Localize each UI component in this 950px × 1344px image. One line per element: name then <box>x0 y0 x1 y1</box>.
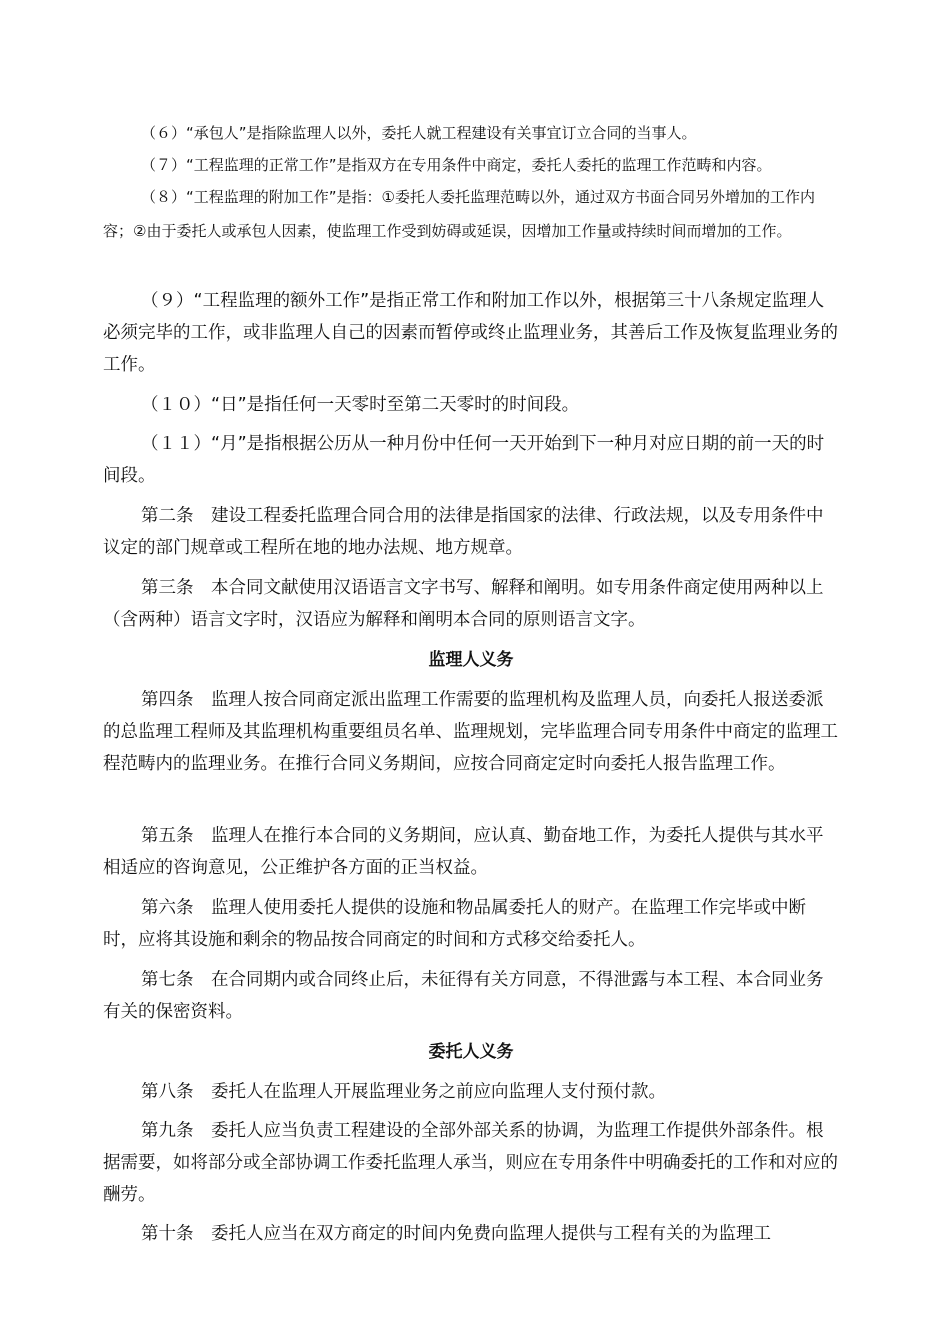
section-heading-client-obligations: 委托人义务 <box>428 1042 514 1062</box>
section-heading-supervisor-obligations: 监理人义务 <box>428 650 514 670</box>
article-7: 第七条 在合同期内或合同终止后，未征得有关方同意，不得泄露与本工程、本合同业务有关的保密资料。 <box>103 970 824 1022</box>
paragraph-item-7: （７）“工程监理的正常工作”是指双方在专用条件中商定，委托人委托的监理工作范畴和内容。 <box>141 156 772 174</box>
paragraph-item-9: （９）“工程监理的额外工作”是指正常工作和附加工作以外，根据第三十八条规定监理人必须完毕的工作，或非监理人自己的因素而暂停或终止监理业务，其善后工作及恢复监理业务的工作。 <box>103 291 838 375</box>
paragraph-item-8: （８）“工程监理的附加工作”是指：①委托人委托监理范畴以外，通过双方书面合同另外增加的工作内容；②由于委托人或承包人因素，使监理工作受到妨碍或延误，因增加工作量或持续时间而增加的工作。 <box>103 188 815 240</box>
article-6: 第六条 监理人使用委托人提供的设施和物品属委托人的财产。在监理工作完毕或中断时，应将其设施和剩余的物品按合同商定的时间和方式移交给委托人。 <box>103 898 806 950</box>
article-4: 第四条 监理人按合同商定派出监理工作需要的监理机构及监理人员，向委托人报送委派的总监理工程师及其监理机构重要组员名单、监理规划，完毕监理合同专用条件中商定的监理工程范畴内的监理业务。在推行合同义务期间，应按合同商定定时向委托人报告监理工作。 <box>103 690 838 774</box>
article-3: 第三条 本合同文献使用汉语语言文字书写、解释和阐明。如专用条件商定使用两种以上（含两种）语言文字时，汉语应为解释和阐明本合同的原则语言文字。 <box>103 578 824 630</box>
article-9: 第九条 委托人应当负责工程建设的全部外部关系的协调，为监理工作提供外部条件。根据需要，如将部分或全部协调工作委托监理人承当，则应在专用条件中明确委托的工作和对应的酬劳。 <box>103 1121 838 1205</box>
paragraph-item-10: （１０）“日”是指任何一天零时至第二天零时的时间段。 <box>141 395 580 415</box>
paragraph-item-11: （１１）“月”是指根据公历从一种月份中任何一天开始到下一种月对应日期的前一天的时间段。 <box>103 434 825 486</box>
article-2: 第二条 建设工程委托监理合同合用的法律是指国家的法律、行政法规，以及专用条件中议定的部门规章或工程所在地的地办法规、地方规章。 <box>103 506 824 558</box>
article-10: 第十条 委托人应当在双方商定的时间内免费向监理人提供与工程有关的为监理工 <box>141 1224 771 1244</box>
article-5: 第五条 监理人在推行本合同的义务期间，应认真、勤奋地工作，为委托人提供与其水平相适应的咨询意见，公正维护各方面的正当权益。 <box>103 826 824 878</box>
article-8: 第八条 委托人在监理人开展监理业务之前应向监理人支付预付款。 <box>141 1082 666 1102</box>
paragraph-item-6: （６）“承包人”是指除监理人以外，委托人就工程建设有关事宜订立合同的当事人。 <box>141 124 697 142</box>
